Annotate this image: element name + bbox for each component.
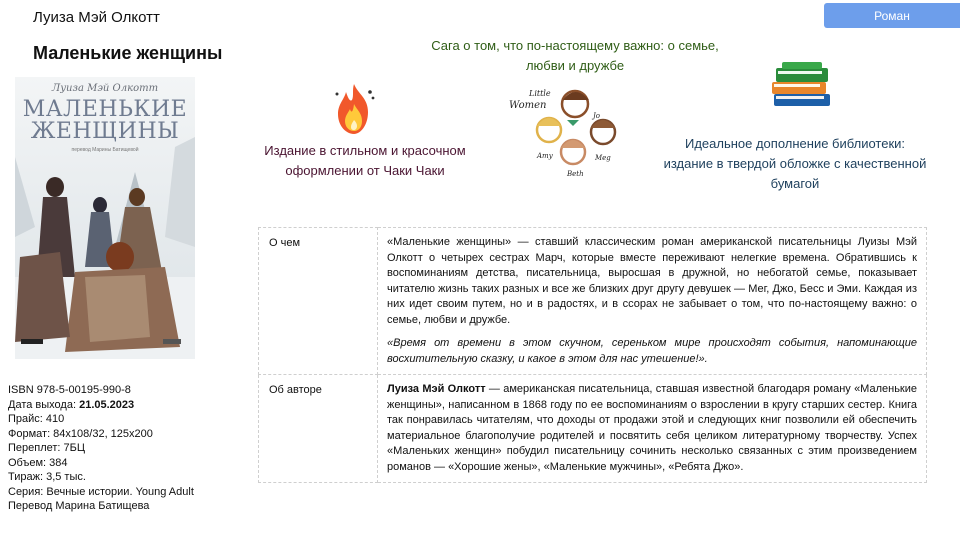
about-quote: «Время от времени в этом скучном, сереньком мире происходят события, напоминающие восхитительную сказку, и какое в этом для нас утешение!».: [387, 337, 917, 365]
info-isbn: ISBN 978-5-00195-990-8: [8, 384, 131, 396]
feature-library: Идеальное дополнение библиотеки: издание в твердой обложке с качественной бумагой: [663, 136, 927, 191]
info-price: Прайс: 410: [8, 413, 65, 425]
author-heading: Луиза Мэй Олкотт: [33, 9, 160, 26]
cover-author: Луиза Мэй Олкотт: [51, 83, 159, 94]
svg-text:Amy: Amy: [537, 152, 553, 160]
info-series: Серия: Вечные истории. Young Adult: [8, 485, 194, 498]
svg-text:Little: Little: [529, 89, 551, 98]
svg-text:Women: Women: [509, 100, 547, 111]
description-table: [258, 227, 927, 483]
cover-publisher-logo: [163, 339, 181, 344]
book-title: Маленькие женщины: [33, 43, 223, 63]
author-name: Луиза Мэй Олкотт: [387, 383, 486, 395]
info-circulation: Тираж: 3,5 тыс.: [8, 471, 86, 483]
info-translator: Перевод Марина Батищева: [8, 500, 150, 512]
genre-tab[interactable]: Роман: [824, 3, 960, 28]
author-cell: [378, 375, 927, 483]
info-binding: Переплет: 7БЦ: [8, 442, 86, 454]
about-label: О чем: [259, 228, 378, 375]
cover-subtitle: перевод Марины Батищевой: [71, 147, 139, 153]
feature-design: Издание в стильном и красочном оформлении от Чаки Чаки: [264, 143, 466, 178]
book-cover: [15, 77, 195, 359]
little-women-illustration: [507, 86, 637, 182]
publication-info: [8, 383, 194, 514]
about-text: «Маленькие женщины» — ставший классическим роман американской писательницы Луизы Мэй Олкотт о четырех сестрах Марч, которые вместе переживают нелегкие времена. Обратившись к воспоминаниям детства, писательница, выросшая в дружной, но небогатой семье, показывает читателю жизнь таких разных и все же близких друг другу девушек — Мег, Джо, Бесс и Эми. Каждая из них идет своим путем, но и в радостях, и в ссорах не забывает о том, что по-настоящему важно: о семье, любви и дружбе.: [387, 236, 917, 326]
books-stack-icon: [768, 58, 834, 110]
about-cell: [378, 228, 927, 375]
table-row: [259, 228, 927, 375]
fire-icon: [332, 82, 376, 136]
author-label: Об авторе: [259, 375, 378, 483]
cover-title: МАЛЕНЬКИЕ ЖЕНЩИНЫ: [22, 97, 188, 144]
author-text: — американская писательница, ставшая известной благодаря роману «Маленькие женщины», написанном в 1868 году по ее воспоминаниям о взрослении в кругу старших сестер. Книга так понравилась читателям, что доходы от продажи этой и следующих книг позволили ей обеспечить материальное благополучие родителей и посвятить себя целиком литературному творчеству. Успех «Маленьких женщин» побудил писательницу сочинить несколько связанных с этим произведением романов — «Хорошие жены», «Маленькие мужчины», «Ребята Джо».: [387, 383, 918, 473]
info-format: Формат: 84х108/32, 125х200: [8, 427, 153, 440]
svg-text:Meg: Meg: [595, 154, 611, 162]
svg-text:Beth: Beth: [567, 170, 584, 178]
cover-series-badge: [21, 339, 43, 344]
svg-text:Jo: Jo: [593, 112, 601, 120]
info-volume: Объем: 384: [8, 456, 68, 469]
info-release-date: Дата выхода: 21.05.2023: [8, 398, 135, 411]
feature-saga: Сага о том, что по-настоящему важно: о семье, любви и дружбе: [431, 38, 719, 73]
table-row: [259, 375, 927, 483]
